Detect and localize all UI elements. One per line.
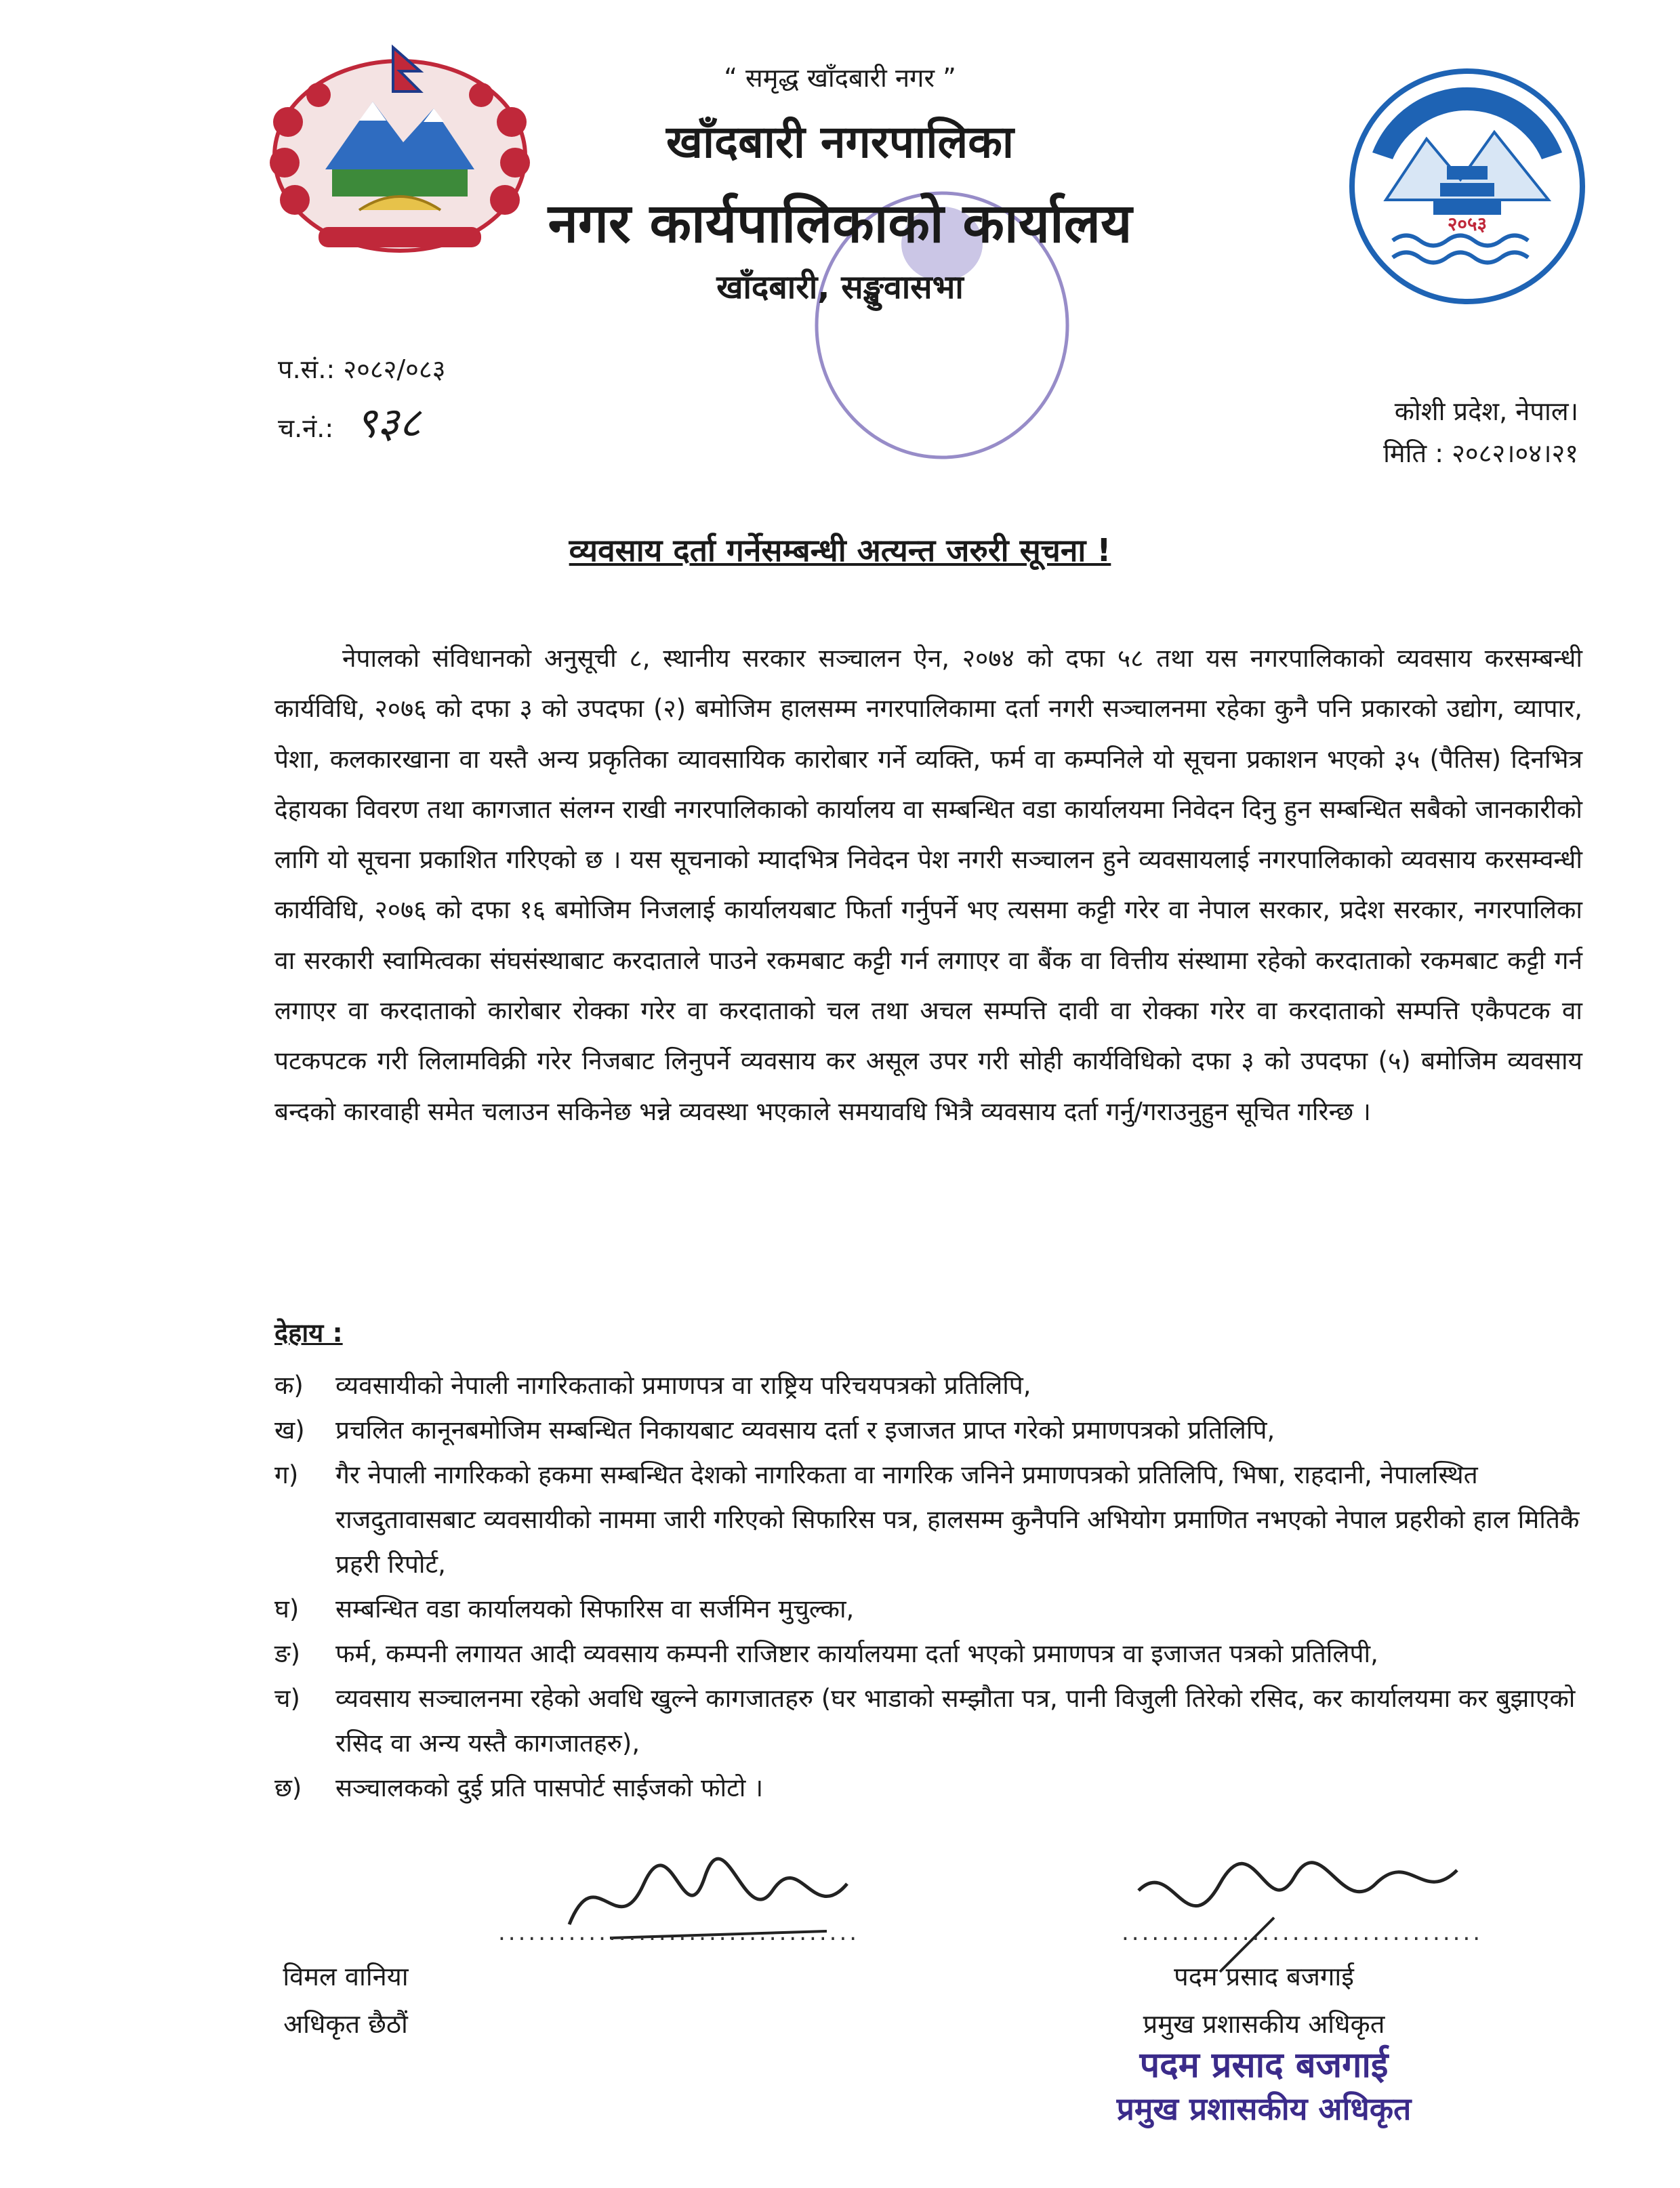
right-signatory-name: पदम प्रसाद बजगाई xyxy=(1174,1962,1354,1991)
list-text: व्यवसाय सञ्चालनमा रहेको अवधि खुल्ने कागजातहरु (घर भाडाको सम्झौता पत्र, पानी विजुली तिरेको रसिद, कर कार्यालयमा कर बुझाएको रसिद वा अन्य यस्तै कागजातहरु), xyxy=(335,1684,1576,1758)
reference-label: प.सं.: xyxy=(278,354,335,384)
list-item xyxy=(274,1363,1582,1408)
list-text: सञ्चालकको दुई प्रति पासपोर्ट साईजको फोटो । xyxy=(335,1773,764,1802)
list-item xyxy=(274,1587,1582,1632)
officer-stamp-name: पदम प्रसाद बजगाई xyxy=(1139,2045,1389,2086)
office-name: नगर कार्यपालिकाको कार्यालय xyxy=(548,192,1132,255)
notice-date: मिति : २०८२।०४।२१ xyxy=(1383,438,1578,468)
requirements-list xyxy=(274,1363,1582,1811)
list-marker: ङ) xyxy=(274,1639,301,1668)
list-item xyxy=(274,1676,1582,1766)
list-item xyxy=(274,1453,1582,1587)
list-text: फर्म, कम्पनी लगायत आदी व्यवसाय कम्पनी राजिष्टार कार्यालयमा दर्ता भएको प्रमाणपत्र वा इजाजत पत्रको प्रतिलिपी, xyxy=(335,1639,1378,1668)
dispatch-number xyxy=(278,393,421,450)
notice-paragraph: नेपालको संविधानको अनुसूची ८, स्थानीय सरकार सञ्चालन ऐन, २०७४ को दफा ५८ तथा यस नगरपालिकाको व्यवसाय करसम्बन्धी कार्यविधि, २०७६ को दफा ३ को उपदफा (२) बमोजिम हालसम्म नगरपालिकामा दर्ता नगरी सञ्चालनमा रहेका कुनै पनि प्रकारको उद्योग, व्यापार, पेशा, कलकारखाना वा यस्तै अन्य प्रकृतिका व्यावसायिक कारोबार गर्ने व्यक्ति, फर्म वा कम्पनिले यो सूचना प्रकाशन भएको ३५ (पैतिस) दिनभित्र देहायका विवरण तथा कागजात संलग्न राखी नगरपालिकाको कार्यालय वा सम्बन्धित वडा कार्यालयमा निवेदन दिनु हुन सम्बन्धित सबैको जानकारीको लागि यो सूचना प्रकाशित गरिएको छ । यस सूचनाको म्यादभित्र निवेदन पेश नगरी सञ्चालन हुने व्यवसायलाई नगरपालिकाको व्यवसाय करसम्वन्धी कार्यविधि, २०७६ को दफा १६ बमोजिम निजलाई कार्यालयबाट फिर्ता गर्नुपर्ने भए त्यसमा कट्टी गरेर वा नेपाल सरकार, प्रदेश सरकार, नगरपालिका वा सरकारी स्वामित्वका संघसंस्थाबाट करदाताले पाउने रकमबाट कट्टी गर्न लगाएर वा बैंक वा वित्तीय संस्थामा रहेको करदाताको रकमबाट कट्टी गर्न लगाएर वा करदाताको कारोबार रोक्का गरेर वा करदाताको चल तथा अचल सम्पत्ति दावी वा रोक्का गरेर वा करदाताको सम्पत्ति एकैपटक वा पटकपटक गरी लिलामविक्री गरेर निजबाट लिनुपर्ने व्यवसाय कर असूल उपर गरी सोही कार्यविधिको दफा ३ को उपदफा (५) बमोजिम व्यवसाय बन्दको कारवाही समेत चलाउन सकिनेछ भन्ने व्यवस्था भएकाले समयावधि भित्रै व्यवसाय दर्ता गर्नु/गराउनुहुन सूचित गरिन्छ । xyxy=(274,644,1582,1126)
list-text: व्यवसायीको नेपाली नागरिकताको प्रमाणपत्र वा राष्ट्रिय परिचयपत्रको प्रतिलिपि, xyxy=(335,1371,1031,1400)
left-signature-line: .................................... xyxy=(498,1919,860,1946)
reference-number xyxy=(278,351,445,386)
list-item xyxy=(274,1408,1582,1453)
list-text: सम्बन्धित वडा कार्यालयको सिफारिस वा सर्जमिन मुचुल्का, xyxy=(335,1594,855,1624)
right-signatory-role: प्रमुख प्रशासकीय अधिकृत xyxy=(1143,2009,1385,2039)
list-marker: च) xyxy=(274,1684,300,1713)
dispatch-label: च.नं.: xyxy=(278,413,334,443)
left-signatory-role: अधिकृत छैठौं xyxy=(283,2009,408,2039)
logo-year: २०५३ xyxy=(1447,213,1488,235)
list-item xyxy=(274,1766,1582,1811)
dispatch-value: ९३८ xyxy=(355,398,422,447)
province: कोशी प्रदेश, नेपाल। xyxy=(1394,396,1578,426)
office-location: खाँदबारी, सङ्खुवासभा xyxy=(716,268,964,306)
officer-stamp-role: प्रमुख प्रशासकीय अधिकृत xyxy=(1116,2090,1412,2127)
notice-title xyxy=(0,529,1680,571)
list-marker: क) xyxy=(274,1371,304,1400)
notice-title-text: व्यवसाय दर्ता गर्नेसम्बन्धी अत्यन्त जरुरी सूचना ! xyxy=(569,532,1111,569)
slogan: “ समृद्ध खाँदबारी नगर ” xyxy=(724,63,956,93)
list-marker: छ) xyxy=(274,1773,302,1802)
list-text: प्रचलित कानूनबमोजिम सम्बन्धित निकायबाट व्यवसाय दर्ता र इजाजत प्राप्त गरेको प्रमाणपत्रको प्रतिलिपि, xyxy=(335,1416,1275,1445)
reference-value: २०८२/०८३ xyxy=(343,354,446,384)
list-marker: घ) xyxy=(274,1594,300,1624)
right-signature-line: .................................... xyxy=(1122,1919,1483,1946)
list-text: गैर नेपाली नागरिकको हकमा सम्बन्धित देशको नागरिकता वा नागरिक जनिने प्रमाणपत्रको प्रतिलिपि, भिषा, राहदानी, नेपालस्थित राजदुतावासबाट व्यवसायीको नाममा जारी गरिएको सिफारिस पत्र, हालसम्म कुनैपनि अभियोग प्रमाणित नभएको नेपाल प्रहरीको हाल मितिकै प्रहरी रिपोर्ट, xyxy=(335,1460,1580,1579)
list-marker: ग) xyxy=(274,1460,299,1489)
requirements-heading: देहाय : xyxy=(274,1318,343,1348)
municipality-name: खाँदबारी नगरपालिका xyxy=(666,116,1014,168)
list-marker: ख) xyxy=(274,1416,305,1445)
left-signatory-name: विमल वानिया xyxy=(283,1962,409,1991)
notice-body xyxy=(274,634,1582,1137)
list-item xyxy=(274,1632,1582,1676)
